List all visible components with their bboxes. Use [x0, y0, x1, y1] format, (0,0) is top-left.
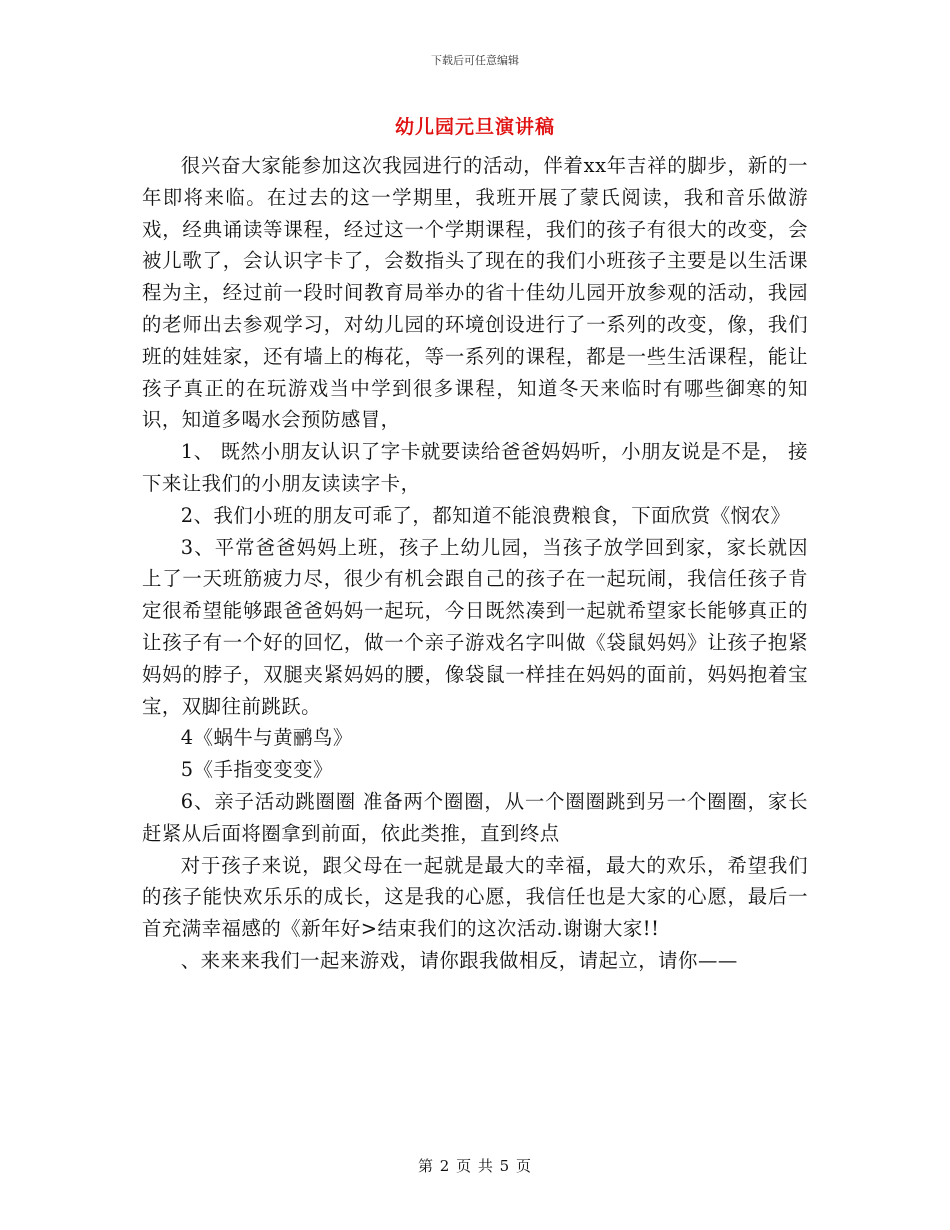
document-title: 幼儿园元旦演讲稿 [394, 116, 555, 138]
paragraph-item-3: 3、平常爸爸妈妈上班，孩子上幼儿园，当孩子放学回到家，家长就因上了一天班筋疲力尽，很少有机会跟自己的孩子在一起玩闹，我信任孩子肯定很希望能够跟爸爸妈妈一起玩，今日既然凑到一起就希望家长能够真正的让孩子有一个好的回忆，做一个亲子游戏名字叫做《袋鼠妈妈》让孩子抱紧妈妈的脖子，双腿夹紧妈妈的腰，像袋鼠一样挂在妈妈的面前，妈妈抱着宝宝，双脚往前跳跃。 [142, 535, 808, 718]
paragraph-item-2: 2、我们小班的朋友可乖了，都知道不能浪费粮食，下面欣赏《悯农》 [180, 503, 791, 527]
document-body [142, 150, 808, 977]
paragraph-game: 、来来来我们一起来游戏，请你跟我做相反，请起立，请你—— [180, 948, 738, 972]
page-number: 第 2 页 共 5 页 [418, 1157, 532, 1175]
paragraph-item-1: 1、 既然小朋友认识了字卡就要读给爸爸妈妈听，小朋友说是不是， 接下来让我们的小朋友读读字卡， [142, 440, 808, 495]
header-note: 下载后可任意编辑 [431, 54, 519, 67]
paragraph-item-4: 4《蜗牛与黄鹂鸟》 [180, 726, 353, 750]
paragraph-item-6: 6、亲子活动跳圈圈 准备两个圈圈，从一个圈圈跳到另一个圈圈，家长赶紧从后面将圈拿到前面，依此类推，直到终点 [142, 789, 808, 845]
paragraph-item-5: 5《手指变变变》 [180, 758, 333, 782]
paragraph-closing: 对于孩子来说，跟父母在一起就是最大的幸福，最大的欢乐，希望我们的孩子能快欢乐乐的成长，这是我的心愿，我信任也是大家的心愿，最后一首充满幸福感的《新年好>结束我们的这次活动.谢谢大家!! [142, 853, 808, 941]
paragraph-intro: 很兴奋大家能参加这次我园进行的活动，伴着xx年吉祥的脚步，新的一年即将来临。在过去的这一学期里，我班开展了蒙氏阅读，我和音乐做游戏，经典诵读等课程，经过这一个学期课程，我们的孩子有很大的改变，会被儿歌了，会认识字卡了，会数指头了现在的我们小班孩子主要是以生活课程为主，经过前一段时间教育局举办的省十佳幼儿园开放参观的活动，我园的老师出去参观学习，对幼儿园的环境创设进行了一系列的改变，像，我们班的娃娃家，还有墙上的梅花，等一系列的课程，都是一些生活课程，能让孩子真正的在玩游戏当中学到很多课程，知道冬天来临时有哪些御寒的知识，知道多喝水会预防感冒， [142, 154, 808, 432]
